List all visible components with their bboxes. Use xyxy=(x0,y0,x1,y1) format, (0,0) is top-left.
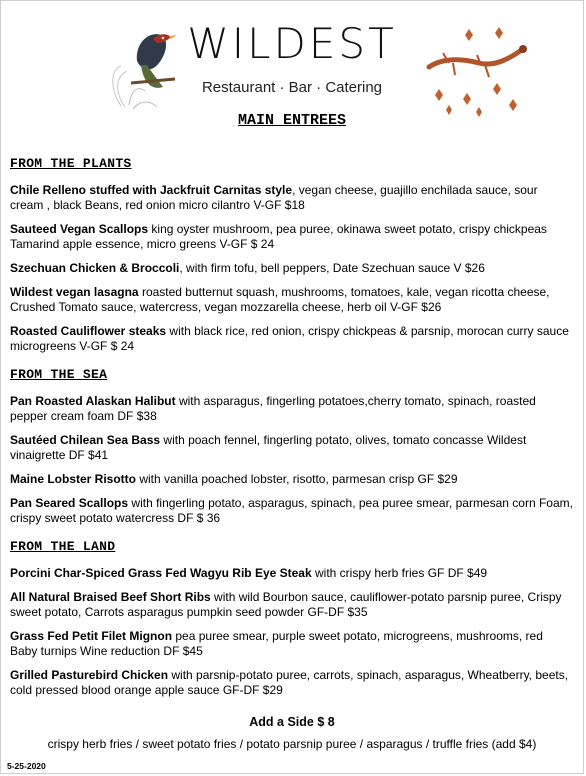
item-description: with poach fennel, fingerling potato, olives, tomato concasse Wildest vinaigrette DF $41 xyxy=(10,433,527,462)
section-title: FROM THE SEA xyxy=(10,367,108,382)
menu-item xyxy=(10,629,573,659)
section-sea xyxy=(10,367,573,526)
section-title: FROM THE PLANTS xyxy=(10,156,132,171)
header xyxy=(1,1,583,129)
menu-item xyxy=(10,590,573,620)
menu-heading: MAIN ENTREES xyxy=(237,112,347,129)
menu-item xyxy=(10,472,573,487)
item-description: with crispy herb fries GF DF $49 xyxy=(311,566,488,580)
item-name: Wildest vegan lasagna xyxy=(10,285,139,299)
item-description: , vegan cheese, guajillo enchilada sauce, sour cream , black Beans, red onion micro cilantro V-GF $18 xyxy=(10,183,538,212)
item-name: All Natural Braised Beef Short Ribs xyxy=(10,590,211,604)
item-name: Grass Fed Petit Filet Mignon xyxy=(10,629,173,643)
menu-item xyxy=(10,668,573,698)
menu-item xyxy=(10,496,573,526)
item-name: Roasted Cauliflower steaks xyxy=(10,324,167,338)
item-description: with wild Bourbon sauce, cauliflower-potato parsnip puree, Crispy sweet potato, Carrots asparagus pumpkin seed powder GF-DF $35 xyxy=(10,590,562,619)
item-name: Sauteed Vegan Scallops xyxy=(10,222,149,236)
menu-item xyxy=(10,566,573,581)
item-description: with asparagus, fingerling potatoes,cherry tomato, spinach, roasted pepper cream foam DF $38 xyxy=(10,394,536,423)
item-description: , with firm tofu, bell peppers, Date Szechuan sauce V $26 xyxy=(179,261,485,275)
item-description: with vanilla poached lobster, risotto, parmesan crisp GF $29 xyxy=(136,472,458,486)
item-name: Szechuan Chicken & Broccoli xyxy=(10,261,180,275)
section-land xyxy=(10,539,573,698)
item-description: roasted butternut squash, mushrooms, tomatoes, kale, vegan ricotta cheese, Crushed Tomato sauce, watercress, vegan mozzarella cheese, herb oil V-GF $26 xyxy=(10,285,550,314)
menu-item xyxy=(10,261,573,276)
restaurant-title: WILDEST xyxy=(187,19,397,68)
item-description: with black rice, red onion, crispy chickpeas & parsnip, morocan curry sauce microgreens V-GF $ 24 xyxy=(10,324,569,353)
restaurant-subtitle: Restaurant · Bar · Catering xyxy=(201,79,383,96)
item-name: Maine Lobster Risotto xyxy=(10,472,137,486)
menu-item xyxy=(10,285,573,315)
item-name: Pan Seared Scallops xyxy=(10,496,129,510)
menu-item xyxy=(10,222,573,252)
section-plants xyxy=(10,156,573,354)
side-heading: Add a Side $ 8 xyxy=(249,715,335,729)
menu-item xyxy=(10,394,573,424)
section-title: FROM THE LAND xyxy=(10,539,116,554)
menu-date: 5-25-2020 xyxy=(7,761,46,771)
menu-item xyxy=(10,433,573,463)
sides-list: crispy herb fries / sweet potato fries / potato parsnip puree / asparagus / truffle fries (add $4) xyxy=(47,737,537,751)
menu-content xyxy=(10,156,573,711)
item-name: Pan Roasted Alaskan Halibut xyxy=(10,394,176,408)
item-description: king oyster mushroom, pea puree, okinawa sweet potato, crispy chickpeas Tamarind apple essence, micro greens V-GF $ 24 xyxy=(10,222,547,251)
item-description: with fingerling potato, asparagus, spinach, pea puree smear, parmesan corn Foam, crispy sweet potato watercress DF $ 36 xyxy=(10,496,573,525)
item-name: Porcini Char-Spiced Grass Fed Wagyu Rib Eye Steak xyxy=(10,566,312,580)
item-description: with parsnip-potato puree, carrots, spinach, asparagus, Wheatberry, beets, cold pressed blood orange apple sauce GF-DF $29 xyxy=(10,668,569,697)
menu-item xyxy=(10,183,573,213)
menu-item xyxy=(10,324,573,354)
item-name: Grilled Pasturebird Chicken xyxy=(10,668,169,682)
item-description: pea puree smear, purple sweet potato, microgreens, mushrooms, red Baby turnips Wine reduction DF $45 xyxy=(10,629,543,658)
item-name: Sautéed Chilean Sea Bass xyxy=(10,433,161,447)
item-name: Chile Relleno stuffed with Jackfruit Carnitas style xyxy=(10,183,293,197)
